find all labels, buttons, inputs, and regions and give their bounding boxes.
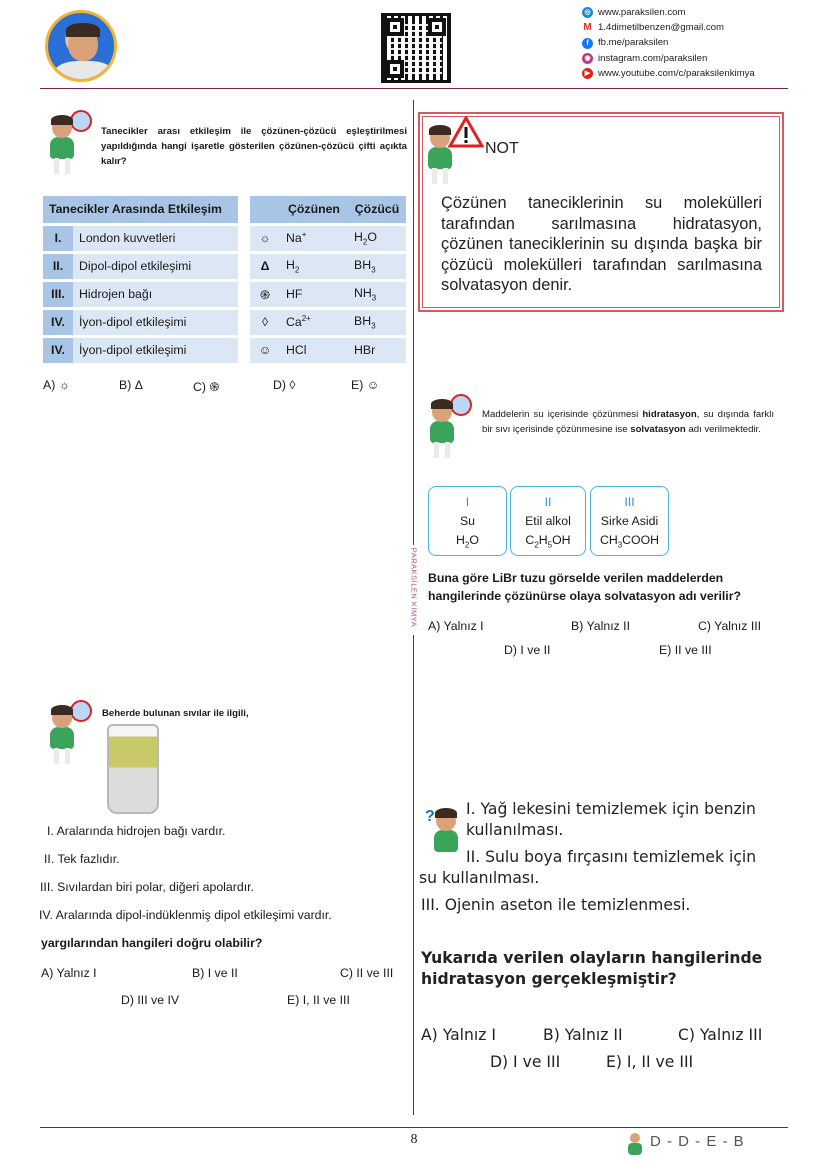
author-avatar <box>45 10 117 82</box>
option-a[interactable]: A) Yalnız I <box>41 966 97 980</box>
header-interaction: Tanecikler Arasında Etkileşim <box>43 196 238 224</box>
contact-list <box>582 5 755 81</box>
side-brand: PARAKSİLEN KİMYA <box>404 545 422 635</box>
smiley-icon: ☺ <box>250 336 280 364</box>
contact-facebook[interactable]: f fb.me/paraksilen <box>582 35 755 50</box>
youtube-icon: ▶ <box>582 68 593 79</box>
footer-divider <box>40 1127 788 1128</box>
q1-table <box>43 196 406 366</box>
header-divider <box>40 88 788 89</box>
substance-box: I Su $H_2O$ <box>428 486 507 556</box>
page-number: 8 <box>410 1132 418 1147</box>
option-b[interactable]: B) Δ <box>119 378 143 392</box>
q4-question: Yukarıda verilen olayların hangilerinde hidratasyon gerçekleşmiştir? <box>421 949 763 988</box>
contact-website[interactable]: ◎ www.paraksilen.com <box>582 5 755 20</box>
option-d[interactable]: D) ◊ <box>273 378 296 392</box>
sun-icon: ☼ <box>250 224 280 252</box>
beaker-image <box>107 724 159 814</box>
option-e[interactable]: E) II ve III <box>659 643 712 657</box>
option-e[interactable]: E) I, II ve III <box>287 993 350 1007</box>
q2-intro: Maddelerin su içerisinde çözünmesi hidratasyon, su dışında farklı bir sıvı içerisinde çözünmesine ise solvatasyon adı verilmektedir. <box>482 409 775 435</box>
q4-statement-1a: I. Yağ lekesini temizlemek için benzin <box>466 800 756 818</box>
option-e[interactable]: E) ☺ <box>351 378 380 392</box>
mascot-icon <box>426 394 470 460</box>
table-row: II. Dipol-dipol etkileşimi Δ $H_2$ $BH_3$ <box>43 252 406 280</box>
mascot-icon <box>46 700 90 766</box>
triangle-icon: Δ <box>250 252 280 280</box>
q3-question: yargılarından hangileri doğru olabilir? <box>41 936 263 950</box>
option-e[interactable]: E) I, II ve III <box>606 1053 694 1071</box>
table-row: I. London kuvvetleri ☼ Na+ $H_2O$ <box>43 224 406 252</box>
mascot-icon <box>428 806 468 860</box>
answer-key: D - D - E - B <box>650 1133 745 1150</box>
option-c[interactable]: C) II ve III <box>340 966 394 980</box>
option-a[interactable]: A) ☼ <box>43 378 70 392</box>
contact-youtube[interactable]: ▶ www.youtube.com/c/paraksilenkimya <box>582 66 755 81</box>
header-solvent: Çözücü <box>348 196 406 224</box>
globe-icon: ◎ <box>582 7 593 18</box>
contact-email[interactable]: M 1.4dimetilbenzen@gmail.com <box>583 22 724 34</box>
option-d[interactable]: D) III ve IV <box>121 993 180 1007</box>
option-a[interactable]: A) Yalnız I <box>421 1026 496 1044</box>
q3-statement-2: II. Tek fazlıdır. <box>44 852 120 866</box>
contact-instagram[interactable]: ◉ instagram.com/paraksilen <box>582 51 755 66</box>
table-row: IV. İyon-dipol etkileşimi ◊ $Ca^{2+}$ $BH_3$ <box>43 308 406 336</box>
q4-statement-2b: su kullanılması. <box>419 869 540 887</box>
diamond-icon: ◊ <box>250 308 280 336</box>
q3-statement-3: III. Sıvılardan biri polar, diğeri apolardır. <box>40 880 254 894</box>
note-title: NOT <box>485 140 519 157</box>
q4-statement-1b: kullanılması. <box>466 821 564 839</box>
question-mark-icon: ? <box>425 808 435 825</box>
facebook-icon: f <box>582 38 593 49</box>
option-c[interactable]: C) ֍ <box>193 380 220 394</box>
instagram-icon: ◉ <box>582 53 593 64</box>
q4-statement-2a: II. Sulu boya fırçasını temizlemek için <box>466 848 757 866</box>
option-c[interactable]: C) Yalnız III <box>698 619 762 633</box>
q1-intro: Tanecikler arası etkileşim ile çözünen-çözücü eşleştirilmesi yapıldığında hangi işaretle gösterilen çözünen-çözücü çifti açıkta kalır? <box>101 126 407 167</box>
qr-code <box>381 13 451 83</box>
note-text: Çözünen taneciklerinin su molekülleri tarafından sarılmasına hidratasyon, çözünen taneciklerinin su dışında başka bir çözücü molekülleri tarafından sarılmasına solvatasyon denir. <box>441 194 762 295</box>
substance-box: II Etil alkol $C_2H_5OH$ <box>510 486 586 556</box>
gmail-icon: M <box>583 22 592 34</box>
q2-question: Buna göre LiBr tuzu görselde verilen maddelerden hangilerinde çözünürse olaya solvatasyon adı verilir? <box>428 571 741 603</box>
substance-box: III Sirke Asidi $CH_3COOH$ <box>590 486 669 556</box>
q3-statement-4: IV. Aralarında dipol-indüklenmiş dipol etkileşimi vardır. <box>39 908 332 922</box>
mascot-icon <box>46 110 90 176</box>
option-b[interactable]: B) Yalnız II <box>571 619 631 633</box>
mascot-icon <box>626 1131 648 1157</box>
option-c[interactable]: C) Yalnız III <box>678 1026 763 1044</box>
option-a[interactable]: A) Yalnız I <box>428 619 484 633</box>
table-row: III. Hidrojen bağı ֍ HF $NH_3$ <box>43 280 406 308</box>
header-solute: Çözünen <box>280 196 348 224</box>
spiral-icon: ֍ <box>250 280 280 308</box>
option-b[interactable]: B) Yalnız II <box>543 1026 623 1044</box>
option-d[interactable]: D) I ve III <box>490 1053 561 1071</box>
table-row: IV. İyon-dipol etkileşimi ☺ HCl HBr <box>43 336 406 364</box>
warning-icon <box>448 116 484 148</box>
q3-statement-1: I. Aralarında hidrojen bağı vardır. <box>47 824 226 838</box>
option-b[interactable]: B) I ve II <box>192 966 238 980</box>
q3-intro: Beherde bulunan sıvılar ile ilgili, <box>102 708 249 719</box>
option-d[interactable]: D) I ve II <box>504 643 551 657</box>
q4-statement-3: III. Ojenin aseton ile temizlenmesi. <box>421 896 691 914</box>
